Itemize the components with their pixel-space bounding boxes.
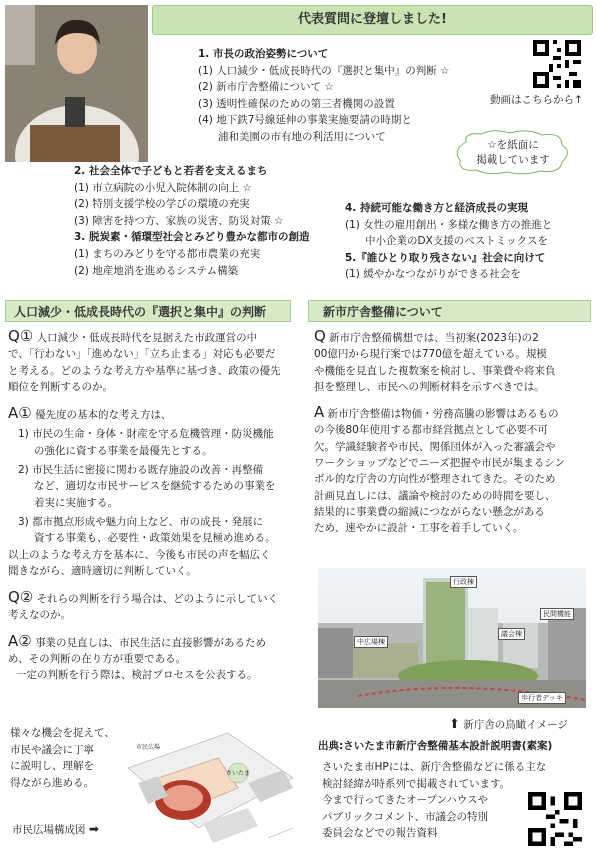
outline-item: (1) 人口減少・低成長時代の『選択と集中』の判断 ☆: [198, 64, 450, 77]
outline-item: (1) まちのみどりを守る都市農業の充実: [74, 247, 261, 260]
outline-item: (3) 障害を持つ方、家族の災害、防災対策 ☆: [74, 214, 284, 227]
hp-note-line: 今まで行ってきたオープンハウスや: [322, 794, 489, 807]
right-q-line: 00億円から現行案では770億を超えている。規模: [314, 348, 547, 361]
star-note-bubble: [452, 130, 574, 175]
bubble-line: 掲載しています: [476, 154, 550, 166]
a2-line: め、その判断の在り方が重要である。: [8, 653, 187, 666]
plaza-caption-text: 市民広場構成図: [12, 824, 86, 836]
a1-mark: A①: [8, 404, 32, 423]
right-a-mark: A: [314, 403, 325, 422]
video-link-label[interactable]: 動画はこちらから↑: [490, 94, 583, 106]
plaza-caption: [12, 822, 99, 837]
q2-line: それらの判断を行う場合は、どのように示していく: [36, 593, 279, 606]
bubble-line: ☆を紙面に: [487, 139, 539, 151]
qr-code-video[interactable]: [533, 40, 581, 88]
right-a-line: 欠。学識経験者や市民、関係団体が入った審議会や: [314, 440, 556, 453]
left-section-header: [5, 300, 291, 322]
arrow-right-icon: ➡: [88, 822, 99, 836]
source-note: 出典:さいたま市新庁舎整備基本設計説明書(素案): [318, 740, 553, 752]
q1-line: 順位を判断するのか。: [8, 380, 113, 393]
q1-line: 人口減少・低成長時代を見据えた市政運営の中: [36, 332, 258, 344]
outline-s2-title: 2. 社会全体で子どもと若者を支えるまち: [74, 165, 268, 177]
outline-item: (2) 地産地消を進めるシステム構築: [74, 264, 239, 277]
q1-line: で、「行わない」「進めない」「立ち止まる」対応も必要だ: [8, 348, 276, 361]
outline-item: (1) 緩やかなつながりができる社会を: [345, 268, 521, 281]
a2-line: 事業の見直しは、市民生活に直接影響があるため: [35, 636, 267, 649]
right-section-header: [308, 300, 591, 322]
city-hall-image: [318, 568, 586, 708]
hp-note: [322, 759, 546, 842]
outline-item: (4) 地下鉄7号線延伸の事業実施要請の時期と: [198, 114, 412, 127]
outline-item: (1) 女性の雇用創出・多様な働き方の推進と: [345, 218, 553, 231]
outline-item: 中小企業のDX支援のベストミックスを: [365, 235, 548, 248]
right-q-line: 担を整理し、市民への判断材料を示すべきでは。: [314, 380, 545, 393]
a2-side-line: 市民や議会に丁寧: [10, 743, 94, 756]
left-column: [8, 328, 298, 684]
a2-line: 一定の判断を行う際は、検討プロセスを公表する。: [16, 669, 258, 682]
page-title: 代表質問に登壇しました!: [298, 12, 447, 27]
q1-mark: Q①: [8, 327, 34, 345]
a1-point: など、適切な市民サービスを継続するための事業を: [34, 480, 276, 493]
a1-point: 資する事業も、必要性・政策効果を見極め進める。: [34, 532, 276, 545]
outline-item: (3) 透明性確保のための第三者機関の設置: [198, 97, 395, 110]
q1-line: と考える。どのような考え方や基準に基づき、政策の優先: [8, 364, 281, 377]
a2-side-text: [10, 725, 115, 791]
a1-point: 着実に実施する。: [34, 496, 118, 509]
image-label: 歩行者デッキ: [518, 692, 566, 704]
a2-side-line: 得ながら進める。: [10, 776, 94, 789]
a1-point: 3) 都市拠点形成や魅力向上など、市の成長・発展に: [18, 515, 264, 528]
left-section-title: 人口減少・低成長時代の『選択と集中』の判断: [14, 305, 267, 319]
arrow-up-icon: ⬆: [449, 717, 460, 732]
image-label: 行政棟: [450, 576, 477, 588]
a2-side-line: に説明し、理解を: [10, 760, 94, 772]
hp-note-line: 検討経緯が時系列で掲載されています。: [322, 777, 511, 790]
right-section-title: 新市庁舎整備について: [323, 305, 443, 319]
outline-item: (2) 新市庁舎整備について ☆: [198, 81, 334, 94]
hp-note-line: さいたま市HPには、新庁舎整備などに係る主な: [322, 761, 547, 773]
a1-intro: 優先度の基本的な考え方は、: [35, 409, 172, 422]
right-q-line: 新市庁舎整備構想では、当初案(2023年)の2: [329, 332, 539, 344]
outline-item: (2) 特別支援学校の学びの環境の充実: [74, 198, 250, 211]
image-label: 中広場棟: [354, 636, 388, 648]
right-q-line: や機能を見直した複数案を検討し、事業費や将来負: [314, 364, 556, 377]
right-column: [314, 328, 592, 537]
image-label: 議会棟: [498, 628, 525, 640]
a1-tail: 聞きながら、適時適切に判断していく。: [8, 564, 197, 577]
outline-section-1: [198, 46, 449, 146]
qr-code-website[interactable]: [528, 792, 582, 846]
q2-mark: Q②: [8, 588, 34, 607]
outline-s1-title: 1. 市長の政治姿勢について: [198, 48, 329, 60]
hp-note-line: パブリックコメント、市議会の特別: [322, 810, 489, 823]
speaker-photo: [5, 5, 148, 162]
right-q-mark: Q: [314, 327, 326, 345]
outline-s3-title: 3. 脱炭素・循環型社会とみどり豊かな都市の創造: [74, 231, 310, 244]
outline-section-4: [345, 200, 552, 283]
page-header: [152, 5, 593, 35]
plaza-diagram: [118, 728, 298, 853]
a1-point: 2) 市民生活に密接に関わる既存施設の改善・再整備: [18, 464, 264, 477]
right-a-line: ワークショップなどでニーズ把握や市民が集まるシン: [314, 457, 566, 470]
right-a-line: 新市庁舎整備は物価・労務高騰の影響はあるもの: [327, 408, 559, 421]
a1-tail: 以上のような考え方を基本に、今後も市民の声を幅広く: [8, 548, 271, 561]
right-a-line: 結果的に事業費の縮減につながらない懸念がある: [314, 505, 545, 518]
a2-side-line: 様々な機会を捉えて、: [10, 727, 115, 739]
image-label: 民間機能: [540, 608, 574, 620]
outline-s5-title: 5.『誰ひとり取り残さない』社会に向けて: [345, 251, 546, 264]
right-a-line: ため、速やかに設計・工事を着手していく。: [314, 522, 524, 535]
q2-line: 考えなのか。: [8, 609, 71, 622]
outline-item: 浦和美園の市有地の利活用について: [218, 130, 386, 143]
hp-note-line: 委員会などでの報告資料: [322, 827, 438, 840]
a1-point: 1) 市民の生命・身体・財産を守る危機管理・防災機能: [18, 428, 274, 441]
plaza-label: 市民広場: [136, 744, 161, 751]
outline-s4-title: 4. 持続可能な働き方と経済成長の実現: [345, 202, 528, 214]
image-caption: [449, 717, 568, 732]
image-caption-text: 新庁舎の鳥瞰イメージ: [463, 719, 568, 731]
right-a-line: 計画見直しには、議論や検討のための時間を要し、: [314, 489, 556, 502]
a1-point: の強化に資する事業を最優先とする。: [34, 444, 213, 457]
plaza-label: さいたま: [226, 770, 251, 777]
a2-mark: A②: [8, 631, 32, 650]
outline-section-2: [74, 163, 309, 279]
outline-item: (1) 市立病院の小児入院体制の向上 ☆: [74, 181, 252, 194]
right-a-line: の今後80年使用する都市経営拠点として必要不可: [314, 424, 548, 437]
right-a-line: ボル的な庁舎の方向性が整理されてきた。そのため: [314, 473, 556, 486]
